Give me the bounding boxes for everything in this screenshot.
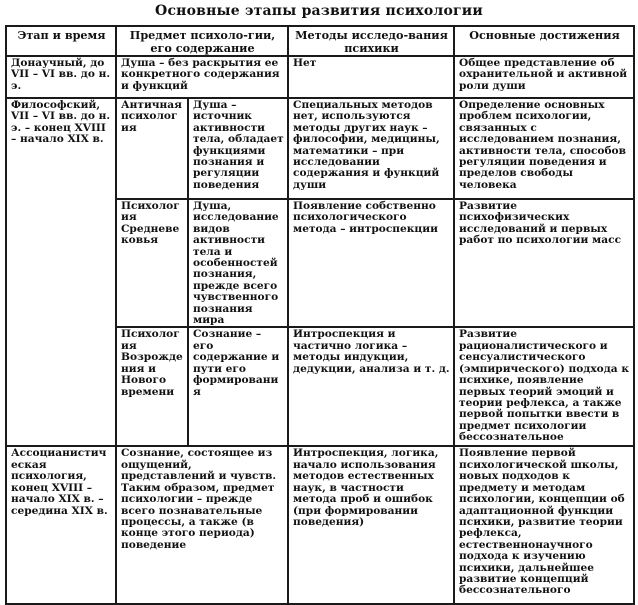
psychology-stages-table <box>5 25 635 605</box>
methods-cell: Интроспекция, логика, начало использования методов естественных наук, в частности метода проб и ошибок (при формировании поведения) <box>288 446 454 604</box>
table-row <box>6 446 634 604</box>
methods-cell: Появление собственно психологического метода – интроспекции <box>288 199 454 327</box>
stage-cell: Ассоцианистическая психология, конец XVIII – начало XIX в. – середина XIX в. <box>6 446 116 604</box>
header-methods: Методы исследо-вания психики <box>288 26 454 56</box>
methods-cell: Нет <box>288 56 454 98</box>
achievements-cell: Определение основных проблем психологии, связанных с исследованием познания, активности тела, способов регуляции поведения и пределов свободы человека <box>454 98 634 199</box>
subject-cell: Душа – без раскрытия ее конкретного содержания и функций <box>116 56 288 98</box>
header-subject: Предмет психоло-гии, его содержание <box>116 26 288 56</box>
subject-cell: Душа – источник активности тела, обладает функциями познания и регуляции поведения <box>188 98 288 199</box>
header-achievements: Основные достижения <box>454 26 634 56</box>
subject-cell: Душа, исследование видов активности тела и особенностей познания, прежде всего чувственного познания мира <box>188 199 288 327</box>
substage-name-cell: Психология Возрождения и Нового времени <box>116 327 188 446</box>
header-stage: Этап и время <box>6 26 116 56</box>
header-row <box>6 26 634 56</box>
substage-name-cell: Психология Средневековья <box>116 199 188 327</box>
achievements-cell: Появление первой психологической школы, новых подходов к предмету и методам психологии, концепции об адаптационной функции психики, развитие теории рефлекса, естественнонаучного подхода к изучению психики, дальнейшее развитие концепций бессознательного <box>454 446 634 604</box>
methods-cell: Интроспекция и частично логика – методы индукции, дедукции, анализа и т. д. <box>288 327 454 446</box>
achievements-cell: Развитие рационалистического и сенсуалистического (эмпирического) подхода к психике, появление первых теорий эмоций и теории рефлекса, а также первой попытки ввести в предмет психологии бессознательное <box>454 327 634 446</box>
stage-cell: Философский, VII – VI вв. до н. э. – конец XVIII – начало XIX в. <box>6 98 116 446</box>
methods-cell: Специальных методов нет, используются методы других наук – философии, медицины, математики – при исследовании содержания и функций души <box>288 98 454 199</box>
table-row <box>6 56 634 98</box>
table-row <box>6 98 634 199</box>
stage-cell: Донаучный, до VII – VI вв. до н. э. <box>6 56 116 98</box>
table-title: Основные этапы развития психологии <box>155 3 483 19</box>
achievements-cell: Общее представление об охранительной и активной роли души <box>454 56 634 98</box>
subject-cell: Сознание – его содержание и пути его формирования <box>188 327 288 446</box>
subject-cell: Сознание, состоящее из ощущений, представлений и чувств. Таким образом, предмет психологии – прежде всего познавательные процессы, а также (в конце этого периода) поведение <box>116 446 288 604</box>
substage-name-cell: Античная психология <box>116 98 188 199</box>
achievements-cell: Развитие психофизических исследований и первых работ по психологии масс <box>454 199 634 327</box>
